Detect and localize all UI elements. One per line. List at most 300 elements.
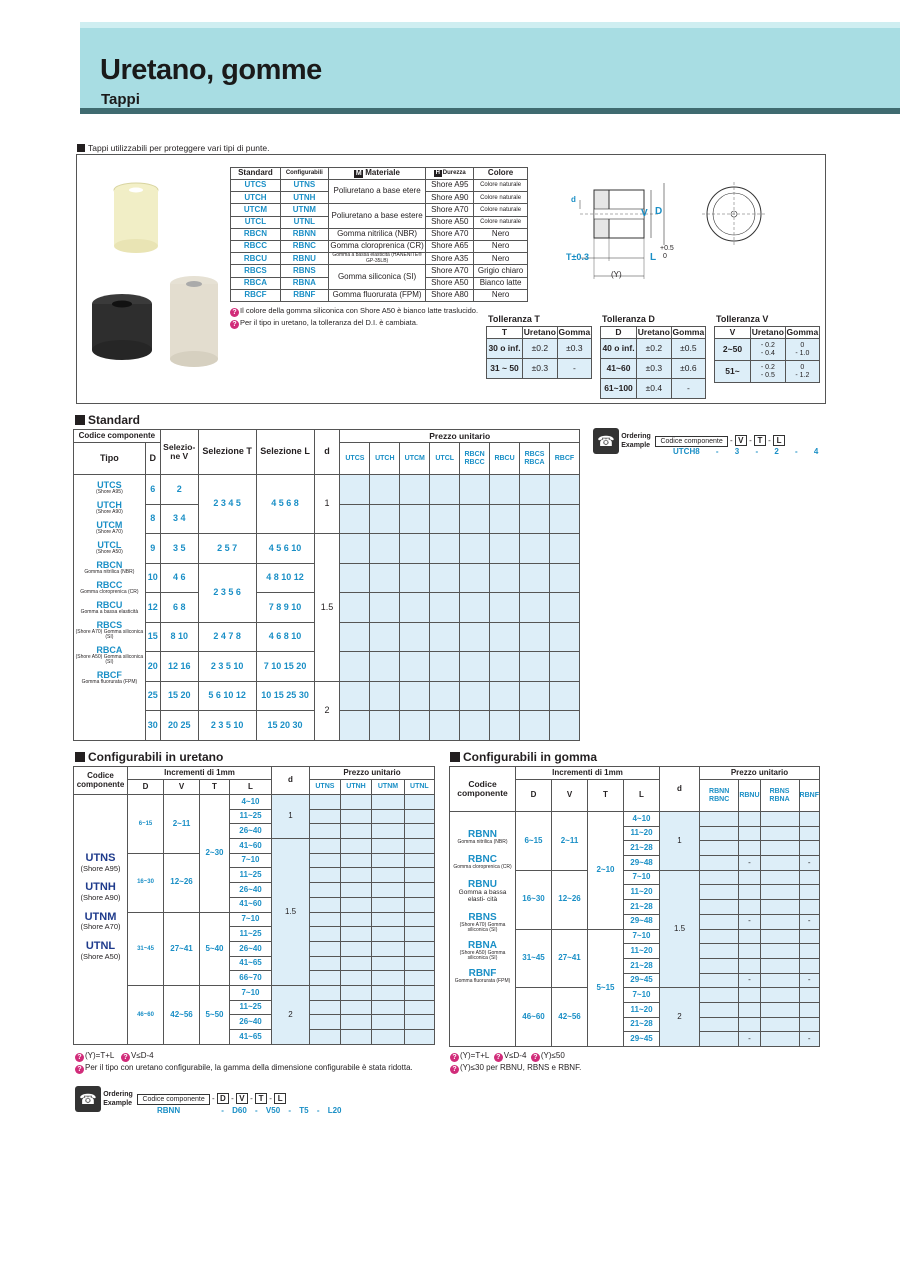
mat-cell: Shore A70	[426, 204, 474, 216]
ur-T: 2~30	[200, 795, 230, 913]
gm-note-2: ? (Y)≤30 per RBNU, RBNS e RBNF.	[450, 1062, 581, 1074]
price-cell	[404, 883, 434, 898]
gm-D: 16~30	[516, 870, 552, 929]
std-price-col: RBCS RBCA	[520, 443, 550, 475]
price-cell	[799, 841, 819, 856]
price-cell	[404, 956, 434, 971]
mat-cell: RBCA	[231, 277, 281, 289]
price-cell	[799, 812, 819, 827]
ur-D: 6~15	[128, 795, 164, 854]
ur-L: 11~25	[230, 809, 272, 824]
price-cell	[739, 988, 760, 1003]
price-cell	[340, 897, 371, 912]
tip-icon: ?	[230, 320, 239, 329]
std-d: 1	[314, 475, 340, 534]
std-type-code: RBCA	[96, 645, 123, 655]
ur-code-desc: (Shore A95)	[80, 863, 121, 873]
mat-cell: RBCF	[231, 289, 281, 301]
mat-cell: RBNN	[280, 228, 328, 240]
mat-cell: RBNF	[280, 289, 328, 301]
price-cell: -	[799, 856, 819, 871]
price-cell	[372, 795, 405, 810]
price-cell	[430, 475, 460, 505]
price-cell	[520, 711, 550, 741]
price-cell	[549, 504, 579, 534]
gm-code: RBNF	[468, 968, 497, 979]
price-cell	[310, 868, 341, 883]
ur-D: 46~60	[128, 985, 164, 1044]
std-L: 10 15 25 30	[256, 681, 314, 711]
price-cell	[799, 944, 819, 959]
gm-L: 21~28	[624, 900, 660, 915]
gm-code-desc: (Shore A70) Gomma siliconica (SI)	[459, 922, 506, 933]
gm-head-prezzo: Prezzo unitario	[700, 767, 820, 780]
std-head-d: d	[314, 430, 340, 475]
price-cell	[700, 812, 739, 827]
std-head-cc: Codice componente	[74, 430, 161, 443]
std-head-selv: Selezio- ne V	[160, 430, 198, 475]
std-D: 30	[145, 711, 160, 741]
price-cell	[340, 1015, 371, 1030]
gm-L: 11~20	[624, 826, 660, 841]
ur-code-desc: (Shore A50)	[80, 951, 121, 961]
price-cell	[460, 534, 490, 564]
std-type-code: RBCF	[96, 670, 122, 680]
price-cell	[340, 711, 370, 741]
std-V: 6 8	[160, 593, 198, 623]
price-cell	[404, 941, 434, 956]
price-cell	[430, 504, 460, 534]
price-cell	[700, 1032, 739, 1047]
price-cell	[400, 622, 430, 652]
price-cell	[739, 841, 760, 856]
gm-d: 2	[660, 988, 700, 1047]
tol-head: Gomma	[786, 327, 819, 338]
std-T: 2 5 7	[198, 534, 256, 564]
std-type-desc: Gomma fluorurata (FPM)	[81, 679, 138, 685]
dim-D-label: D	[655, 206, 663, 217]
price-cell	[340, 853, 371, 868]
price-cell	[372, 1015, 405, 1030]
mat-cell: Poliuretano a base etere	[328, 180, 426, 204]
price-cell	[340, 839, 371, 854]
std-order-val: 3	[734, 447, 740, 456]
std-L: 7 8 9 10	[256, 593, 314, 623]
tol-cell: 40 o inf.	[601, 339, 637, 359]
std-T: 2 3 5 6	[198, 563, 256, 622]
mat-cell: Gomma a bassa elasticità (HANENITE® GP-35LB)	[328, 253, 426, 265]
price-cell	[340, 941, 371, 956]
price-cell	[549, 652, 579, 682]
tol-cell: 31 ~ 50	[487, 359, 523, 379]
price-cell	[340, 912, 371, 927]
gm-L: 29~45	[624, 1032, 660, 1047]
std-order-label: Ordering Example	[621, 433, 651, 449]
ur-price-col: UTNH	[340, 780, 371, 795]
price-cell	[340, 475, 370, 505]
mat-cell: Bianco latte	[474, 277, 528, 289]
mat-col-colore: Colore	[474, 168, 528, 180]
gm-code-desc: Gomma cloroprenica (CR)	[453, 864, 512, 870]
price-cell	[760, 870, 799, 885]
price-cell	[340, 824, 371, 839]
mat-cell: Gomma fluorurata (FPM)	[328, 289, 426, 301]
price-cell	[370, 652, 400, 682]
std-type-code: RBCN	[96, 560, 123, 570]
price-cell	[372, 956, 405, 971]
ur-T: 5~50	[200, 985, 230, 1044]
tol-cell: 0	[800, 364, 805, 372]
price-cell	[520, 652, 550, 682]
std-V: 20 25	[160, 711, 198, 741]
tol-cell: - 1.0	[795, 349, 810, 357]
gm-L: 21~28	[624, 841, 660, 856]
price-cell	[372, 1000, 405, 1015]
price-cell	[340, 795, 371, 810]
uretano-section-title: Configurabili in uretano	[75, 750, 223, 764]
std-type-desc: Gomma a bassa elasticità	[80, 609, 139, 615]
price-cell	[340, 681, 370, 711]
std-head-sell: Selezione L	[256, 430, 314, 475]
price-cell	[760, 826, 799, 841]
std-V: 3 4	[160, 504, 198, 534]
tol-cell: 41~60	[601, 359, 637, 379]
price-cell	[372, 912, 405, 927]
price-cell	[520, 534, 550, 564]
price-cell: -	[739, 914, 760, 929]
price-cell	[739, 1002, 760, 1017]
tip-icon: ?	[531, 1053, 540, 1062]
price-cell	[340, 534, 370, 564]
price-cell	[370, 534, 400, 564]
std-D: 10	[145, 563, 160, 593]
ur-L: 26~40	[230, 824, 272, 839]
price-cell	[549, 563, 579, 593]
mat-cell: Gomma siliconica (SI)	[328, 265, 426, 289]
gm-V: 12~26	[552, 870, 588, 929]
mat-col-material: M Materiale	[328, 168, 426, 180]
price-cell	[760, 988, 799, 1003]
std-order-l: L	[773, 435, 785, 446]
tol-cell: 30 o inf.	[487, 339, 523, 359]
price-cell	[760, 1002, 799, 1017]
price-cell	[799, 929, 819, 944]
price-cell	[799, 826, 819, 841]
price-cell	[700, 958, 739, 973]
mat-cell: UTCH	[231, 192, 281, 204]
ur-order-cc: Codice componente	[137, 1094, 209, 1105]
gm-head-D: D	[516, 780, 552, 812]
price-cell	[799, 900, 819, 915]
ur-ordering-example: ☎ Ordering Example Codice componente - D - V - T - L	[75, 1086, 286, 1112]
price-cell	[490, 534, 520, 564]
gm-head-cc: Codice componente	[450, 767, 516, 812]
std-type-desc: (Shore A50)	[96, 549, 123, 555]
tol-cell: - 0.5	[760, 371, 775, 379]
price-cell	[310, 956, 341, 971]
price-cell	[549, 681, 579, 711]
price-cell	[460, 652, 490, 682]
price-cell	[760, 900, 799, 915]
ur-order-label: Ordering Example	[103, 1091, 133, 1107]
mat-cell: Shore A95	[426, 180, 474, 192]
tol-cell: 51~	[715, 361, 751, 383]
ur-price-col: UTNM	[372, 780, 405, 795]
price-cell	[520, 563, 550, 593]
mat-cell: UTCS	[231, 180, 281, 192]
price-cell	[460, 622, 490, 652]
tol-head: Uretano	[751, 327, 784, 338]
tol-head: Gomma	[672, 327, 705, 338]
mat-cell: Shore A50	[426, 277, 474, 289]
price-cell	[739, 944, 760, 959]
price-cell	[430, 652, 460, 682]
mat-cell: UTCM	[231, 204, 281, 216]
price-cell	[404, 1030, 434, 1045]
price-cell	[340, 652, 370, 682]
std-type-desc: (Shore A70)	[96, 529, 123, 535]
std-ordering-example: ☎ Ordering Example Codice componente - V - T - L	[593, 428, 785, 454]
ur-L: 41~65	[230, 956, 272, 971]
mat-cell: Grigio chiaro	[474, 265, 528, 277]
price-cell	[310, 809, 341, 824]
phone-order-icon: ☎	[75, 1086, 101, 1112]
mat-cell: RBCU	[231, 253, 281, 265]
tip-icon: ?	[450, 1053, 459, 1062]
ur-L: 41~60	[230, 897, 272, 912]
tol-cell: ±0.3	[523, 359, 558, 379]
price-cell	[700, 944, 739, 959]
price-cell	[400, 563, 430, 593]
std-D: 15	[145, 622, 160, 652]
price-cell	[490, 475, 520, 505]
tol-cell: ±0.3	[557, 339, 591, 359]
std-L: 7 10 15 20	[256, 652, 314, 682]
price-cell	[549, 475, 579, 505]
price-cell	[430, 563, 460, 593]
tol-t-table	[486, 326, 592, 379]
ur-d: 1	[272, 795, 310, 839]
ur-d: 2	[272, 985, 310, 1044]
std-type-code: UTCM	[96, 520, 123, 530]
price-cell	[799, 870, 819, 885]
tol-cell: 61~100	[601, 379, 637, 399]
tol-d-table	[600, 326, 706, 399]
std-D: 20	[145, 652, 160, 682]
price-cell	[404, 985, 434, 1000]
price-cell	[700, 1017, 739, 1032]
price-cell	[700, 914, 739, 929]
product-photo	[78, 158, 226, 401]
gm-L: 11~20	[624, 944, 660, 959]
price-cell	[760, 812, 799, 827]
price-cell	[372, 868, 405, 883]
tol-cell: - 0.4	[760, 349, 775, 357]
gm-D: 6~15	[516, 812, 552, 871]
ur-code-desc: (Shore A70)	[80, 922, 121, 932]
price-cell	[310, 883, 341, 898]
price-cell	[400, 593, 430, 623]
tip-icon: ?	[75, 1053, 84, 1062]
price-cell	[400, 475, 430, 505]
tol-head: Gomma	[558, 327, 591, 338]
mat-cell: RBNC	[280, 240, 328, 252]
price-cell	[490, 711, 520, 741]
price-cell	[739, 812, 760, 827]
standard-table	[73, 429, 580, 741]
price-cell	[372, 985, 405, 1000]
std-type-code: UTCL	[97, 540, 122, 550]
price-cell	[372, 824, 405, 839]
gm-code-desc: Gomma fluorurata (FPM)	[454, 978, 511, 984]
ur-order-T: T	[255, 1093, 267, 1104]
std-order-cc: Codice componente	[655, 436, 727, 447]
std-L: 4 8 10 12	[256, 563, 314, 593]
price-cell	[340, 868, 371, 883]
ur-L: 11~25	[230, 868, 272, 883]
price-cell	[370, 622, 400, 652]
price-cell	[799, 1002, 819, 1017]
ur-order-D: D	[217, 1093, 229, 1104]
std-type-desc: (Shore A50) Gomma siliconica (SI)	[75, 654, 144, 665]
tip-icon: ?	[450, 1065, 459, 1074]
mat-cell: Colore naturale	[474, 204, 528, 216]
materials-table	[230, 167, 528, 302]
ur-head-L: L	[230, 780, 272, 795]
price-cell	[490, 652, 520, 682]
std-T: 2 3 5 10	[198, 711, 256, 741]
std-order-val: 2	[774, 447, 779, 456]
price-cell	[520, 504, 550, 534]
price-cell	[760, 856, 799, 871]
std-type-desc: (Shore A70) Gomma siliconica (SI)	[75, 629, 144, 640]
tol-cell: -	[671, 379, 705, 399]
price-cell	[760, 958, 799, 973]
ur-L: 26~40	[230, 883, 272, 898]
gm-price-col: RBNF	[799, 780, 819, 812]
std-head-tipo: Tipo	[74, 443, 146, 475]
gm-head-V: V	[552, 780, 588, 812]
price-cell: -	[799, 1032, 819, 1047]
price-cell	[310, 971, 341, 986]
price-cell	[400, 504, 430, 534]
ur-order-V: V	[236, 1093, 248, 1104]
price-cell	[549, 622, 579, 652]
tol-cell: - 1.2	[795, 371, 810, 379]
price-cell	[400, 534, 430, 564]
price-cell	[700, 826, 739, 841]
gm-L: 7~10	[624, 870, 660, 885]
price-cell: -	[799, 973, 819, 988]
price-cell	[370, 475, 400, 505]
gm-code: RBNC	[468, 854, 497, 865]
gm-L: 4~10	[624, 812, 660, 827]
price-cell	[340, 593, 370, 623]
std-T: 2 3 5 10	[198, 652, 256, 682]
price-cell	[372, 809, 405, 824]
price-cell	[490, 681, 520, 711]
price-cell	[760, 973, 799, 988]
price-cell	[372, 883, 405, 898]
gm-d: 1	[660, 812, 700, 871]
mat-col-durezza: H Durezza	[426, 168, 474, 180]
price-cell	[760, 944, 799, 959]
price-cell	[340, 622, 370, 652]
gm-price-col: RBNU	[739, 780, 760, 812]
ur-order-val: V50	[265, 1106, 281, 1115]
ur-note-2: ? Per il tipo con uretano configurabile, la gamma della dimensione configurabile è stata ridotta.	[75, 1062, 413, 1074]
price-cell	[700, 988, 739, 1003]
price-cell	[799, 1017, 819, 1032]
gm-L: 7~10	[624, 929, 660, 944]
mat-cell: RBCN	[231, 228, 281, 240]
ur-code-desc: (Shore A90)	[80, 892, 121, 902]
price-cell	[760, 885, 799, 900]
ur-order-L: L	[274, 1093, 286, 1104]
mat-cell: Nero	[474, 289, 528, 301]
std-V: 15 20	[160, 681, 198, 711]
price-cell	[549, 593, 579, 623]
tol-head: D	[601, 327, 637, 339]
price-cell	[372, 1030, 405, 1045]
price-cell	[760, 841, 799, 856]
page-subtitle: Tappi	[101, 91, 140, 108]
ur-order-val: L20	[327, 1106, 342, 1115]
tol-cell: -	[557, 359, 591, 379]
gm-note-1: ? (Y)=T+L ? V≤D-4 ? (Y)≤50	[450, 1050, 565, 1062]
dim-L-label: L	[650, 252, 657, 263]
price-cell	[310, 912, 341, 927]
mat-cell: UTCL	[231, 216, 281, 228]
mat-cell: UTNH	[280, 192, 328, 204]
std-D: 12	[145, 593, 160, 623]
std-V: 3 5	[160, 534, 198, 564]
std-T: 2 3 4 5	[198, 475, 256, 534]
price-cell	[430, 534, 460, 564]
price-cell	[760, 929, 799, 944]
price-cell	[430, 622, 460, 652]
ur-V: 2~11	[164, 795, 200, 854]
ur-code: UTNL	[85, 940, 116, 953]
ur-head-prezzo: Prezzo unitario	[310, 767, 435, 780]
price-cell	[430, 593, 460, 623]
price-cell	[404, 1015, 434, 1030]
gm-V: 42~56	[552, 988, 588, 1047]
price-cell	[404, 897, 434, 912]
price-cell	[460, 593, 490, 623]
price-cell	[430, 711, 460, 741]
price-cell	[404, 853, 434, 868]
tip-icon: ?	[75, 1065, 84, 1074]
price-cell	[404, 809, 434, 824]
price-cell	[372, 941, 405, 956]
price-cell	[520, 681, 550, 711]
mat-cell: Shore A70	[426, 265, 474, 277]
tol-head: Uretano	[523, 327, 556, 338]
price-cell	[310, 1030, 341, 1045]
price-cell	[739, 929, 760, 944]
ur-head-inc: Incrementi di 1mm	[128, 767, 272, 780]
std-price-col: RBCU	[490, 443, 520, 475]
ur-L: 7~10	[230, 985, 272, 1000]
gm-code: RBNA	[468, 940, 497, 951]
price-cell	[460, 563, 490, 593]
price-cell	[310, 1000, 341, 1015]
std-type-code: UTCH	[96, 500, 122, 510]
mat-cell: Gomma nitrilica (NBR)	[328, 228, 426, 240]
mat-cell: RBCC	[231, 240, 281, 252]
price-cell	[700, 885, 739, 900]
